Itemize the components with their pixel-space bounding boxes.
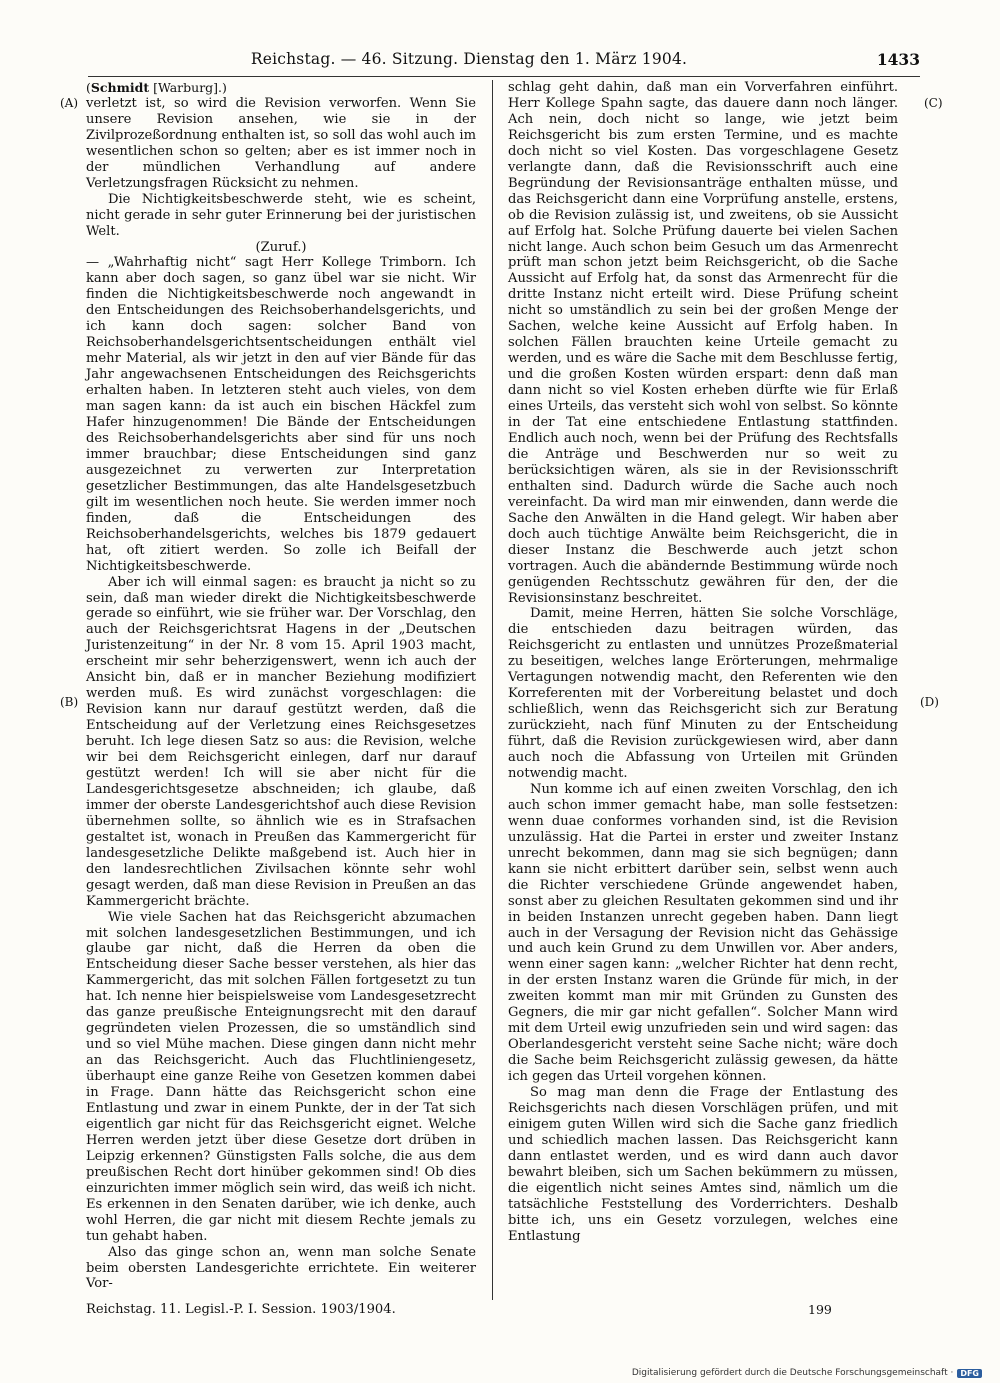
header-rule <box>88 76 920 77</box>
interjection: (Zuruf.) <box>255 239 307 255</box>
speaker-place: [Warburg].) <box>149 80 227 95</box>
footer-signature: Reichstag. 11. Legisl.-P. I. Session. 1903/1904. <box>86 1302 396 1317</box>
margin-mark-a: (A) <box>60 96 79 110</box>
left-paragraph-4: Aber ich will einmal sagen: es braucht ja nicht so zu sein, daß man wieder direkt die Nichtigkeitsbeschwerde gerade so einführt, wie sie früher war. Der Vorschlag, den auch der Reichsgerichtsrat Hagens in der „Deutschen Juristenzeitung“ in der Nr. 8 vom 15. April 1903 macht, erscheint mir sehr beherzigenswert, wenn ich auch der Ansicht bin, daß er in mancher Beziehung modifiziert werden muß. Es wird zunächst vorgeschlagen: die Revision kann nur darauf gestützt werden, daß die Entscheidung auf der Verletzung eines Reichsgesetzes beruht. Ich lege diesen Satz so aus: die Revision, welche wir bei dem Reichsgericht einlegen, darf nur darauf gestützt werden! Ich will sie aber nicht für die Landesgerichtsgesetze abschneiden; ich glaube, daß immer der oberste Landesgerichtshof auch diese Revision übernehmen sollte, so ähnlich wie es in Strafsachen gestaltet ist, wonach in Preußen das Kammergericht für landesgesetzliche Delikte maßgebend ist. Auch hier in den landesrechtlichen Zivilsachen könnte sehr wohl gesagt werden, daß man diese Revision in Preußen an das Kammergericht brächte. <box>86 574 476 909</box>
right-column <box>508 80 898 1295</box>
left-paragraph-3: — „Wahrhaftig nicht“ sagt Herr Kollege Trimborn. Ich kann aber doch sagen, so ganz übel war sie nicht. Wir finden die Nichtigkeitsbeschwerde noch angewandt in den Entscheidungen des Reichsoberhandelsgerichts, und ich kann doch sagen: solcher Band von Reichsoberhandelsgerichtsentscheidungen enthält viel mehr Material, als wir jetzt in den auf vier Bände für das Jahr angewachsenen Entscheidungen des Reichsgerichts erhalten haben. In letzteren steht auch vieles, von dem man sagen kann: da ist auch ein bischen Häckfel zum Hafer hinzugenommen! Die Bände der Entscheidungen des Reichsoberhandelsgerichts aber sind für uns noch immer brauchbar; diese Entscheidungen sind ganz ausgezeichnet zu verwerten zur Interpretation gesetzlicher Bestimmungen, das alte Handelsgesetzbuch gilt im wesentlichen noch heute. Sie werden immer noch finden, daß die Entscheidungen des Reichsoberhandelsgerichts, welches bis 1879 gedauert hat, oft zitiert werden. So zolle ich Beifall der Nichtigkeitsbeschwerde. <box>86 255 476 574</box>
page-number: 1433 <box>876 50 920 69</box>
right-paragraph-2: Damit, meine Herren, hätten Sie solche Vorschläge, die entschieden dazu beitragen würden, das Reichsgericht zu entlasten und unnützes Prozeßmaterial zu beseitigen, welches lange Erörterungen, mehrmalige Vertagungen notwendig macht, den Referenten wie den Korreferenten mit der Vorbereitung belastet und doch schließlich, wenn das Reichsgericht sich zur Beratung zurückzieht, nach fünf Minuten zu der Entscheidung führt, daß die Revision zurückgewiesen wird, aber dann auch noch die Abfassung von Urteilen mit Gründen notwendig macht. <box>508 606 898 781</box>
left-paragraph-6: Also das ginge schon an, wenn man solche Senate beim obersten Landesgerichte errichtete. Ein weiterer Vor- <box>86 1244 476 1292</box>
dfg-logo-icon: DFG <box>957 1369 982 1378</box>
margin-mark-d: (D) <box>920 695 939 709</box>
speaker-line: (Schmidt [Warburg].) <box>86 80 227 95</box>
digitization-credit <box>632 1368 982 1378</box>
right-paragraph-1: schlag geht dahin, daß man ein Vorverfahren einführt. Herr Kollege Spahn sagte, das dauere dann noch länger. Ach nein, doch nicht so lange, wie jetzt beim Reichsgericht bis zum ersten Termine, und es machte doch nicht so viel Kosten. Das vorgeschlagene Gesetz verlangte dann, daß die Revisionsschrift auch eine Begründung der Revisionsanträge enthalten müsse, und das Reichsgericht dann eine Vorprüfung anstelle, erstens, ob die Revision zulässig ist, und zweitens, ob sie Aussicht auf Erfolg hat. Solche Prüfung dauerte bei vielen Sachen nicht lange. Auch schon beim Gesuch um das Armenrecht prüft man schon jetzt beim Reichsgericht, ob die Sache Aussicht auf Erfolg hat, da sonst das Armenrecht für die dritte Instanz nicht erteilt wird. Diese Prüfung scheint nicht so umständlich zu sein bei der großen Menge der Sachen, welche keine Aussicht auf Erfolg haben. In solchen Fällen brauchten keine Urteile gemacht zu werden, und es wäre die Sache mit dem Beschlusse fertig, und die großen Kosten würden erspart: denn daß man dann nicht so viel Kosten erheben dürfte wie für Erlaß eines Urteils, das versteht sich wohl von selbst. So könnte in der Tat eine entschiedene Entlastung stattfinden. Endlich auch noch, wenn bei der Prüfung des Rechtsfalls die Anträge und Beschwerden nur so weit zu berücksichtigen wären, als sie in der Revisionsschrift enthalten sind. Dadurch würde die Sache auch noch vereinfacht. Da wird man mir einwenden, dann werde die Sache den Anwälten in die Hand gelegt. Wir haben aber doch auch tüchtige Anwälte beim Reichsgericht, die in dieser Instanz die Beschwerde auch jetzt schon vortragen. Auch die abändernde Bestimmung würde noch genügenden Rechtsschutz gewähren für den, der die Revisionsinstanz beschreitet. <box>508 80 898 606</box>
running-head: Reichstag. — 46. Sitzung. Dienstag den 1. März 1904. <box>250 50 688 68</box>
margin-mark-b: (B) <box>60 695 79 709</box>
right-paragraph-4: So mag man denn die Frage der Entlastung des Reichsgerichts nach diesen Vorschlägen prüfen, und mit einigem guten Willen wird sich die Sache ganz friedlich und schiedlich machen lassen. Das Reichsgericht kann dann entlastet werden, und es wird dann auch davor bewahrt bleiben, sich um Sachen bekümmern zu müssen, die eigentlich nicht seines Amtes sind, nämlich um die tatsächliche Feststellung des Vorderrichters. Deshalb bitte ich, uns ein Gesetz vorzulegen, welches eine Entlastung <box>508 1085 898 1244</box>
margin-mark-c: (C) <box>924 96 943 110</box>
column-divider <box>492 80 493 1300</box>
left-paragraph-2: Die Nichtigkeitsbeschwerde steht, wie es scheint, nicht gerade in sehr guter Erinnerung bei der juristischen Welt. <box>86 191 476 239</box>
page-header <box>88 50 920 78</box>
right-paragraph-3: Nun komme ich auf einen zweiten Vorschlag, den ich auch schon immer gemacht habe, man solle festsetzen: wenn duae conformes vorhanden sind, ist die Revision unzulässig. Hat die Partei in erster und zweiter Instanz unrecht bekommen, dann mag sie sich begnügen; dann kann sie nicht erbittert darüber sein, selbst wenn auch die Richter verschiedene Gründe angewendet haben, sonst aber zu gleichen Resultaten gekommen sind und ihr in beiden Instanzen unrecht gegeben haben. Dann liegt auch in der Versagung der Revision nicht das Gehässige und auch kein Grund zu dem Unwillen vor. Aber anders, wenn einer sagen kann: „welcher Richter hat denn recht, in der ersten Instanz waren die Gründe für mich, in der zweiten kommt man mir mit Gründen zu Gunsten des Gegners, die mir gar nicht gefallen“. Solcher Mann wird mit dem Urteil ewig unzufrieden sein und wird sagen: das Oberlandesgericht versteht seine Sache nicht; wäre doch die Sache beim Reichsgericht zulässig gewesen, da hätte ich gegen das Urteil vorgehen können. <box>508 781 898 1085</box>
speaker-name: Schmidt <box>90 80 150 95</box>
left-paragraph-5: Wie viele Sachen hat das Reichsgericht abzumachen mit solchen landesgesetzlichen Bestimmungen, und ich glaube gar nicht, daß die Herren da oben die Entscheidung dieser Sache besser verstehen, als hier das Kammergericht, das mit solchen Fällen fortgesetzt zu tun hat. Ich nenne hier beispielsweise vom Landesgesetzrecht das ganze preußische Enteignungsrecht mit den darauf gegründeten vielen Prozessen, die so umständlich sind und so viel Mühe machen. Diese gingen dann nicht mehr an das Reichsgericht. Auch das Fluchtliniengesetz, überhaupt eine ganze Reihe von Gesetzen kommen dabei in Frage. Dann hätte das Reichsgericht schon eine Entlastung und zwar in einem Punkte, der in der Tat sich eigentlich gar nicht für das Reichsgericht eignet. Welche Herren werden jetzt über diese Gesetze dort drüben in Leipzig erkennen? Günstigsten Falls solche, die aus dem preußischen Recht dort hinüber gekommen sind! Ob dies einzurichten immer möglich sein wird, das weiß ich nicht. Es erkennen in den Senaten darüber, wie ich denke, auch wohl Herren, die gar nicht mit diesem Rechte jemals zu tun gehabt haben. <box>86 909 476 1244</box>
credit-text: Digitalisierung gefördert durch die Deutsche Forschungsgemeinschaft · <box>631 1368 954 1378</box>
left-column <box>86 80 476 1295</box>
left-paragraph-1: verletzt ist, so wird die Revision verworfen. Wenn Sie unsere Revision ansehen, wie sie in der Zivilprozeßordnung enthalten ist, so soll das wohl auch im wesentlichen schon so gelten; aber es ist immer noch in der mündlichen Verhandlung auf andere Verletzungsfragen Rücksicht zu nehmen. <box>86 95 476 191</box>
sheet-number: 199 <box>808 1302 832 1317</box>
